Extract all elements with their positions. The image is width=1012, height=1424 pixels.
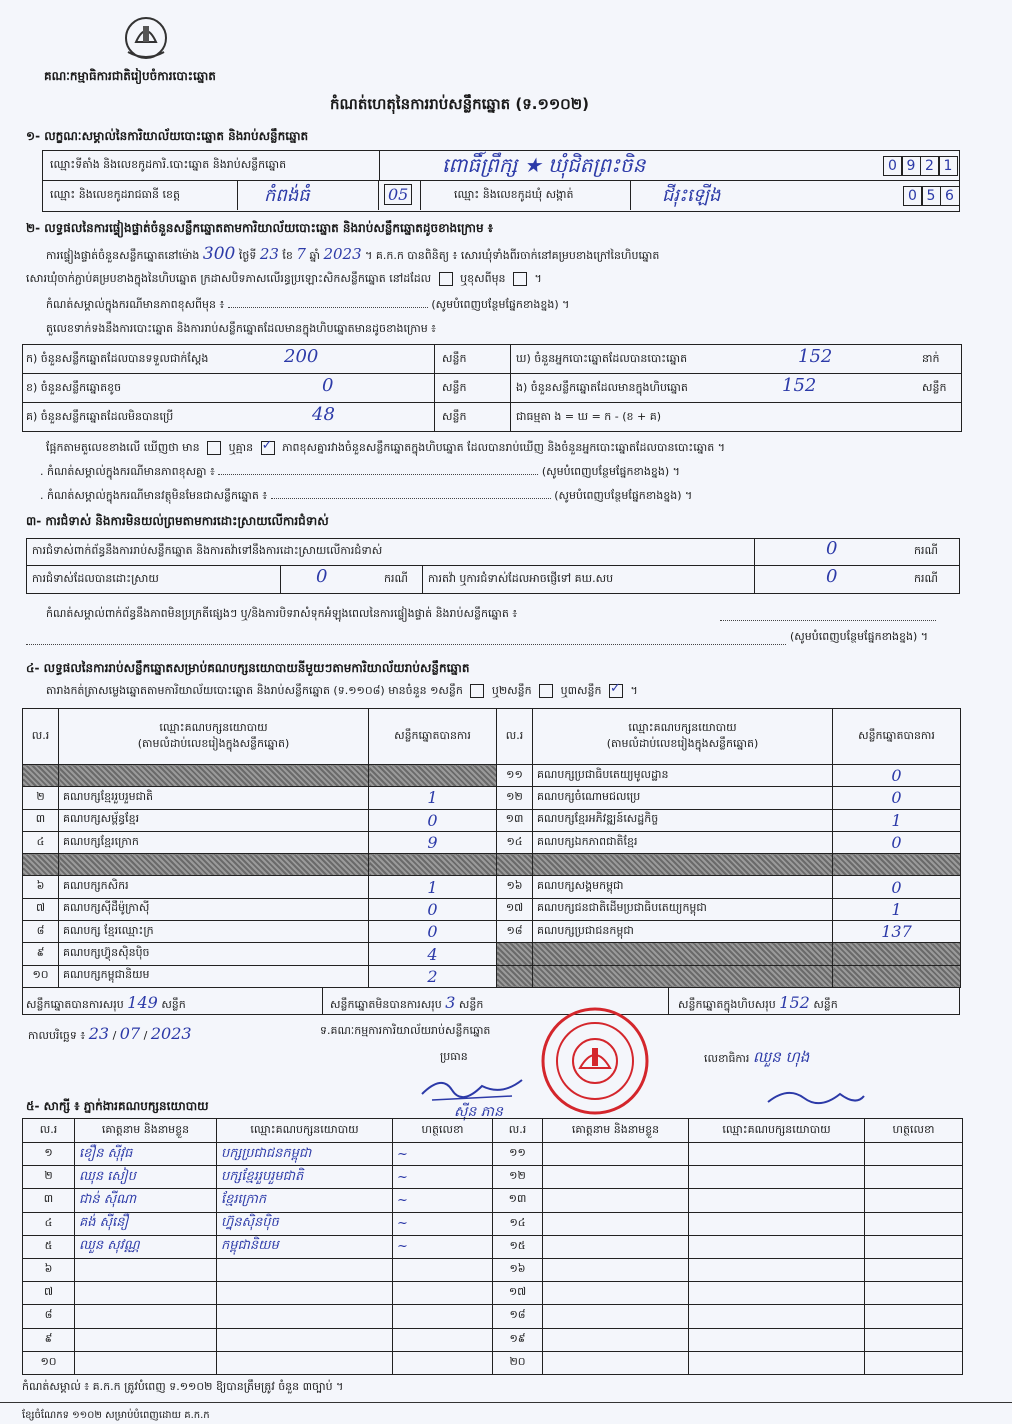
party-row	[23, 831, 961, 853]
party-votes: 1	[833, 809, 961, 831]
witness-signature	[393, 1282, 493, 1305]
party-votes: 1	[369, 787, 497, 809]
col-no-right: ល.រ	[497, 709, 533, 765]
two-sheet-label: ឬ២សន្លឹក	[491, 684, 532, 697]
party-votes: 9	[369, 831, 497, 853]
witness-party	[689, 1235, 865, 1258]
party-name: គណបក្សសម្ព័ន្ធខ្មែរ	[59, 809, 369, 831]
office-label: ឈ្មោះទីតាំង និងលេខកូដការិ.បោះឆ្នោត និងរាប់សន្លឹកឆ្នោត	[50, 158, 287, 171]
party-row	[23, 965, 961, 987]
voters-unit: នាក់	[922, 352, 940, 365]
date-month: 07	[119, 1024, 141, 1043]
party-votes	[369, 765, 497, 787]
witness-name: គង់ ស៊ីនឿ	[75, 1212, 217, 1235]
witness-row	[23, 1166, 963, 1189]
party-row	[23, 943, 961, 965]
section1-table	[42, 150, 960, 212]
party-no: ២	[23, 787, 59, 809]
irregularity-fill: (សូមបំពេញបន្ថែមផ្នែកខាងខ្នង) ។	[790, 630, 929, 643]
valid-label: សន្លឹកឆ្នោតបានការសរុប	[26, 998, 124, 1011]
party-no: ១៦	[497, 876, 533, 898]
witness-name	[543, 1143, 689, 1166]
witness-party: កម្ពុជានិយម	[217, 1235, 393, 1258]
total-unit: សន្លឹក	[813, 998, 838, 1011]
party-name: គណបក្ស ខ្មែរឈ្មោះក្រ	[59, 921, 369, 943]
witness-name: ឈួន សុវណ្ណ	[75, 1235, 217, 1258]
witness-col-party: ឈ្មោះគណបក្សនយោបាយ	[217, 1119, 393, 1143]
witness-row	[23, 1212, 963, 1235]
lock-line: សោរឃុំចាក់ភ្ជាប់គម្របខាងក្នុងនៃហិបឆ្នោត ក្រដាសបិទភាសលើរន្ធប្រឡោះសិកសន្លឹកឆ្នោត នៅដដែល ឬខុសពីមុន ។	[26, 272, 542, 285]
witness-col-no: ល.រ	[493, 1119, 543, 1143]
figures-table	[22, 344, 962, 432]
witness-party	[689, 1305, 865, 1328]
witness-row	[23, 1305, 963, 1328]
same-checkbox[interactable]	[439, 272, 453, 286]
section5-heading: ៥- សាក្សី ៖ ភ្នាក់ងារគណបក្សនយោបាយ	[26, 1099, 209, 1113]
invalid-label: សន្លឹកឆ្នោតមិនបានការសរុប	[330, 998, 442, 1011]
change-note-label: កំណត់សម្គាល់ក្នុងករណីមានភាពខុសពីមុន ៖	[46, 298, 225, 311]
witness-no: ១៩	[493, 1328, 543, 1351]
party-name: គណបក្សចំណោមជលប្រេ	[533, 787, 833, 809]
office-code	[884, 156, 958, 176]
in-box-label: ង) ចំនួនសន្លឹកឆ្នោតដែលមានក្នុងហិបឆ្នោត	[516, 381, 688, 394]
witness-party: បក្សប្រជាជនកម្ពុជា	[217, 1143, 393, 1166]
witness-name	[543, 1328, 689, 1351]
witness-no: ១៣	[493, 1189, 543, 1212]
witness-signature	[865, 1235, 963, 1258]
party-votes: 0	[369, 921, 497, 943]
unused-unit: សន្លឹក	[442, 410, 467, 423]
witness-signature	[865, 1143, 963, 1166]
sheet-count-line: តារាងកត់ត្រាសម្លេងឆ្នោតតាមការិយាល័យបោះឆ្នោត និងរាប់សន្លឹកឆ្នោត (ទ.១១០៨) មានចំនួន ១សន្លឹក ឬ២សន្លឹក ឬ៣សន្លឹក ✓ ។	[46, 684, 638, 700]
invalid-unit: សន្លឹក	[458, 998, 484, 1011]
witness-signature	[865, 1282, 963, 1305]
witness-col-sig: ហត្ថលេខា	[393, 1119, 493, 1143]
witness-table	[22, 1118, 963, 1375]
lock-text: សោរឃុំចាក់ភ្ជាប់គម្របខាងក្នុងនៃហិបឆ្នោត ក្រដាសបិទភាសលើរន្ធប្រឡោះសិកសន្លឹកឆ្នោត នៅដដែល	[26, 272, 432, 285]
witness-no: ១៨	[493, 1305, 543, 1328]
witness-no: ៥	[23, 1235, 75, 1258]
party-name	[59, 765, 369, 787]
witness-party	[217, 1258, 393, 1281]
date-day: 23	[88, 1024, 110, 1043]
witness-signature: ~	[393, 1143, 493, 1166]
witness-name	[543, 1258, 689, 1281]
col-party-title: ឈ្មោះគណបក្សនយោបាយ	[628, 720, 737, 734]
party-name: គណបក្សប្រជាជនកម្ពុជា	[533, 921, 833, 943]
witness-no: ១៥	[493, 1235, 543, 1258]
witness-name	[75, 1351, 217, 1374]
in-box-value: 152	[782, 375, 817, 396]
party-row	[23, 765, 961, 787]
party-row	[23, 898, 961, 920]
witness-row	[23, 1258, 963, 1281]
witness-party: បក្សខ្មែររួបរួមជាតិ	[217, 1166, 393, 1189]
party-votes	[833, 854, 961, 876]
witness-signature: ~	[393, 1212, 493, 1235]
date-line: កាលបរិច្ឆេទ ៖ 23 / 07 / 2023	[28, 1024, 192, 1043]
committee-name: គណៈកម្មាធិការជាតិរៀបចំការបោះឆ្នោត	[44, 69, 216, 83]
witness-signature	[865, 1189, 963, 1212]
damaged-unit: សន្លឹក	[442, 381, 467, 394]
witness-no: ១៦	[493, 1258, 543, 1281]
party-no: ១៣	[497, 809, 533, 831]
party-no: ១៧	[497, 898, 533, 920]
party-name: គណបក្សខ្មែរក្រោក	[59, 831, 369, 853]
party-row	[23, 876, 961, 898]
witness-no: ៩	[23, 1328, 75, 1351]
province-code: 05	[384, 184, 412, 205]
change-note-line	[46, 298, 569, 314]
col-no-left: ល.រ	[23, 709, 59, 765]
month-label: ខែ	[282, 249, 293, 262]
province-label: ឈ្មោះ និងលេខកូដរាជធានី ខេត្ត	[50, 188, 180, 201]
verification-time: 300	[202, 244, 236, 264]
irregularity-note: កំណត់សម្គាល់ពាក់ព័ន្ធនឹងភាពមិនប្រក្រតីផ្សេងៗ ឬ/និងការបិទរាសំទុកអំឡុងពេលនៃការផ្ទៀងផ្ទាត់ និងរាប់សន្លឹកឆ្នោត ៖	[46, 607, 518, 620]
objections-table	[26, 538, 960, 594]
col-votes-left: សន្លឹកឆ្នោតបានការ	[369, 709, 497, 765]
office-value: ពោធិ៍ព្រឹក្ស ★ ឃុំជិតព្រះចិន	[442, 153, 646, 177]
diff-option-label: ឬខុសពីមុន	[460, 272, 506, 285]
party-no: ៨	[23, 921, 59, 943]
verification-day: 23	[259, 245, 279, 263]
party-name: គណបក្សជនជាតិដើមប្រជាធិបតេយ្យកម្ពុជា	[533, 898, 833, 920]
invalid-value: 3	[445, 993, 456, 1012]
date-label: កាលបរិច្ឆេទ ៖	[28, 1029, 86, 1042]
party-name: គណបក្សសង្គមកម្ពុជា	[533, 876, 833, 898]
witness-party	[217, 1328, 393, 1351]
verification-text: ការផ្ទៀងផ្ទាត់ចំនួនសន្លឹកឆ្នោតនៅម៉ោង	[46, 249, 200, 262]
valid-value: 149	[127, 993, 158, 1012]
witness-name: ឈុន សៀប	[75, 1166, 217, 1189]
no-diff-checkbox[interactable]	[261, 441, 275, 455]
witness-name	[75, 1258, 217, 1281]
damaged-label: ខ) ចំនួនសន្លឹកឆ្នោតខូច	[26, 381, 122, 394]
party-name: គណបក្សស៊ីដឺម៉ូក្រាស៊ី	[59, 898, 369, 920]
resolved-value: 0	[316, 566, 328, 587]
party-votes	[833, 943, 961, 965]
witness-signature: ~	[393, 1166, 493, 1189]
party-no	[23, 854, 59, 876]
commune-label: ឈ្មោះ និងលេខកូដឃុំ សង្កាត់	[454, 188, 574, 201]
form-title: កំណត់ហេតុនៃការរាប់សន្លឹកឆ្នោត (ទ.១១០២)	[330, 95, 590, 113]
witness-name	[543, 1212, 689, 1235]
party-name: គណបក្សកសិករ	[59, 876, 369, 898]
col-party-sub: (តាមលំដាប់លេខរៀងក្នុងសន្លឹកឆ្នោត)	[137, 736, 290, 750]
verification-month: 7	[296, 245, 306, 263]
witness-no: ៤	[23, 1212, 75, 1235]
witness-signature	[865, 1328, 963, 1351]
formula-label: ជាធម្មតា ង = ឃ = ក - (ខ + គ)	[516, 410, 661, 423]
witness-no: ២	[23, 1166, 75, 1189]
witness-name	[75, 1328, 217, 1351]
witness-row	[23, 1351, 963, 1374]
received-value: 200	[284, 346, 319, 367]
resolved-unit: ករណី	[384, 572, 408, 585]
diff-note-label: . កំណត់សម្គាល់ក្នុងករណីមានភាពខុសគ្នា ៖	[40, 465, 215, 478]
commune-value: ជីរុះឡើង	[662, 185, 721, 206]
national-emblem-icon	[118, 12, 174, 64]
chair-name: ស៊ីន ភាន	[454, 1104, 503, 1120]
footer-bottom: ខ្សែចំណែកទ ១១០២ សម្រាប់បំពេញដោយ គ.ក.ក	[22, 1410, 210, 1421]
office-code-digit: 1	[938, 156, 958, 176]
witness-row	[23, 1143, 963, 1166]
witness-signature	[393, 1351, 493, 1374]
party-no	[497, 943, 533, 965]
year-label: ឆ្នាំ	[309, 249, 320, 262]
office-code-digit: 0	[883, 156, 903, 176]
col-party-right	[533, 709, 833, 765]
witness-no: ៣	[23, 1189, 75, 1212]
total-value: 152	[779, 993, 810, 1012]
section2-heading: ២- លទ្ធផលនៃការផ្ទៀងផ្ទាត់ចំនួនសន្លឹកឆ្នោតតាមការិយាល័យបោះឆ្នោត និងរាប់សន្លឹកឆ្នោតដូចខាងក្រោម ៖	[26, 221, 494, 235]
voters-value: 152	[798, 346, 833, 367]
party-votes	[369, 854, 497, 876]
witness-party	[217, 1282, 393, 1305]
witness-name	[543, 1235, 689, 1258]
section3-heading: ៣- ការជំទាស់ និងការមិនយល់ព្រមតាមការដោះស្រាយលើការជំទាស់	[26, 514, 329, 528]
chair-label: ប្រធាន	[440, 1050, 468, 1063]
compare-line	[46, 441, 725, 457]
witness-signature: ~	[393, 1189, 493, 1212]
witness-name	[543, 1189, 689, 1212]
party-votes: 0	[833, 765, 961, 787]
commune-code	[904, 186, 960, 206]
witness-no: ១៤	[493, 1212, 543, 1235]
party-name	[533, 965, 833, 987]
one-sheet-checkbox[interactable]	[470, 684, 484, 698]
verification-text-end: ។ គ.ក.ក បានពិនិត្យ ៖ សោរឃុំទាំងពីរចាក់នៅគម្របខាងក្រៅនៃហិបឆ្នោត	[365, 249, 660, 262]
forwarded-label: ការតវ៉ា ឬការជំទាស់ដែលអាចផ្ញើទៅ គឃ.សប	[428, 572, 614, 585]
party-no: ៩	[23, 943, 59, 965]
commune-code-digit: 0	[903, 186, 923, 206]
witness-party: ខ្មែរក្រោក	[217, 1189, 393, 1212]
party-row	[23, 809, 961, 831]
valid-unit: សន្លឹក	[161, 998, 186, 1011]
witness-party	[689, 1328, 865, 1351]
has-diff-checkbox[interactable]	[207, 441, 221, 455]
other-note-fill: (សូមបំពេញបន្ថែមផ្នែកខាងខ្នង) ។	[554, 489, 693, 502]
party-no: ១៨	[497, 921, 533, 943]
party-no: ១១	[497, 765, 533, 787]
party-name: គណបក្សឯកភាពជាតិខ្មែរ	[533, 831, 833, 853]
party-name: គណបក្សខ្មែរអភិវឌ្ឍន៍សេដ្ឋកិច្ច	[533, 809, 833, 831]
col-votes-right: សន្លឹកឆ្នោតបានការ	[833, 709, 961, 765]
three-sheet-label: ឬ៣សន្លឹក	[560, 684, 602, 697]
party-votes: 1	[369, 876, 497, 898]
party-no: ៧	[23, 898, 59, 920]
witness-name	[543, 1351, 689, 1374]
witness-party	[689, 1351, 865, 1374]
witness-no: ៦	[23, 1258, 75, 1281]
resolved-label: ការជំទាស់ដែលបានដោះស្រាយ	[32, 572, 159, 585]
witness-party	[217, 1351, 393, 1374]
witness-no: ១១	[493, 1143, 543, 1166]
witness-no: ៨	[23, 1305, 75, 1328]
secretary-name: ឈួន ហុង	[752, 1048, 810, 1066]
in-box-unit: សន្លឹក	[922, 381, 947, 394]
witness-signature	[865, 1351, 963, 1374]
witness-signature: ~	[393, 1235, 493, 1258]
witness-party	[689, 1189, 865, 1212]
footer-note: កំណត់សម្គាល់ ៖ គ.ក.ក ត្រូវបំពេញ ទ.១១០២ ឱ្យបានត្រឹមត្រូវ ចំនួន ៣ច្បាប់ ។	[22, 1380, 344, 1393]
party-no	[497, 854, 533, 876]
witness-party: ហ្វ៊ុនស៊ិនប៉ិច	[217, 1212, 393, 1235]
other-note-line	[40, 489, 692, 505]
date-year: 2023	[150, 1024, 192, 1043]
party-no: ៣	[23, 809, 59, 831]
witness-no: ២០	[493, 1351, 543, 1374]
party-name: គណបក្សប្រជាធិបតេយ្យមូលដ្ឋាន	[533, 765, 833, 787]
day-label: ថ្ងៃទី	[238, 249, 257, 262]
witness-signature	[865, 1212, 963, 1235]
forwarded-unit: ករណី	[914, 572, 938, 585]
witness-no: ៧	[23, 1282, 75, 1305]
party-name: គណបក្សខ្មែររួបរួមជាតិ	[59, 787, 369, 809]
witness-name: ខឿន ស៊ីវុធ	[75, 1143, 217, 1166]
witness-name	[543, 1305, 689, 1328]
other-note-label: . កំណត់សម្គាល់ក្នុងករណីមានវត្ថុមិនមែនជាសន្លឹកឆ្នោត ៖	[40, 489, 268, 502]
chair-signature	[412, 1066, 532, 1106]
objection-value: 0	[826, 538, 838, 559]
diff-checkbox[interactable]	[513, 272, 527, 286]
witness-row	[23, 1282, 963, 1305]
diff-note-fill: (សូមបំពេញបន្ថែមផ្នែកខាងខ្នង) ។	[541, 465, 680, 478]
witness-party	[689, 1212, 865, 1235]
witness-row	[23, 1328, 963, 1351]
office-code-digit: 9	[901, 156, 921, 176]
party-name	[533, 943, 833, 965]
unused-label: គ) ចំនួនសន្លឹកឆ្នោតដែលមិនបានប្រើ	[26, 410, 174, 423]
party-votes	[833, 965, 961, 987]
unused-value: 48	[312, 404, 335, 425]
secretary-label: លេខាធិការ	[704, 1052, 750, 1065]
party-name: គណបក្សហ៊្វុនស៊ិនប៉ិច	[59, 943, 369, 965]
witness-col-no: ល.រ	[23, 1119, 75, 1143]
witness-col-party: ឈ្មោះគណបក្សនយោបាយ	[689, 1119, 865, 1143]
compare-none-label: ឬគ្មាន	[228, 441, 254, 454]
witness-col-sig: ហត្ថលេខា	[865, 1119, 963, 1143]
section1-heading: ១- លក្ខណៈសម្គាល់នៃការិយាល័យបោះឆ្នោត និងរាប់សន្លឹកឆ្នោត	[26, 129, 309, 143]
sheet-count-text: តារាងកត់ត្រាសម្លេងឆ្នោតតាមការិយាល័យបោះឆ្នោត និងរាប់សន្លឹកឆ្នោត (ទ.១១០៨) មានចំនួន ១សន្លឹក	[46, 684, 463, 697]
diff-note-line	[40, 465, 680, 481]
forwarded-value: 0	[826, 566, 838, 587]
party-row	[23, 787, 961, 809]
committee-sign-label: ទ.គណៈកម្មការការិយាល័យរាប់សន្លឹកឆ្នោត	[320, 1024, 491, 1037]
witness-name: ជាន់ ស៊ីណា	[75, 1189, 217, 1212]
witness-col-name: គោត្តនាម និងនាមខ្លួន	[543, 1119, 689, 1143]
witness-signature	[393, 1305, 493, 1328]
party-row	[23, 854, 961, 876]
secretary-signature	[760, 1076, 870, 1116]
office-code-digit: 2	[920, 156, 940, 176]
secretary-line	[704, 1048, 809, 1070]
three-sheet-checkbox[interactable]	[609, 684, 623, 698]
witness-party	[689, 1166, 865, 1189]
figures-intro: តួលេខទាក់ទងនឹងការបោះឆ្នោត និងការរាប់សន្លឹកឆ្នោតដែលមានក្នុងហិបឆ្នោតមានដូចខាងក្រោម ៖	[46, 322, 437, 335]
witness-row	[23, 1235, 963, 1258]
witness-no: ១២	[493, 1166, 543, 1189]
witness-party	[689, 1282, 865, 1305]
witness-name	[543, 1282, 689, 1305]
party-votes: 2	[369, 965, 497, 987]
party-name	[533, 854, 833, 876]
voters-label: ឃ) ចំនួនអ្នកបោះឆ្នោតដែលបានបោះឆ្នោត	[516, 352, 688, 365]
witness-no: ១	[23, 1143, 75, 1166]
verification-year: 2023	[323, 245, 362, 263]
two-sheet-checkbox[interactable]	[539, 684, 553, 698]
party-name	[59, 854, 369, 876]
witness-signature	[865, 1305, 963, 1328]
party-votes: 0	[369, 898, 497, 920]
witness-signature	[393, 1258, 493, 1281]
witness-party	[689, 1258, 865, 1281]
objection-label: ការជំទាស់ពាក់ព័ន្ធនឹងការរាប់សន្លឹកឆ្នោត និងការតវ៉ាទៅនឹងការដោះស្រាយលើការជំទាស់	[32, 544, 383, 557]
party-votes: 1	[833, 898, 961, 920]
witness-name	[543, 1166, 689, 1189]
col-party-title: ឈ្មោះគណបក្សនយោបាយ	[159, 720, 268, 734]
witness-row	[23, 1189, 963, 1212]
party-results-table	[22, 708, 961, 988]
witness-party	[689, 1143, 865, 1166]
commune-code-digit: 6	[940, 186, 960, 206]
witness-party	[217, 1305, 393, 1328]
witness-signature	[393, 1328, 493, 1351]
col-party-sub: (តាមលំដាប់លេខរៀងក្នុងសន្លឹកឆ្នោត)	[606, 736, 759, 750]
party-no: ៦	[23, 876, 59, 898]
party-no: ១២	[497, 787, 533, 809]
commune-code-digit: 5	[921, 186, 941, 206]
objection-unit: ករណី	[914, 544, 938, 557]
witness-no: ១៧	[493, 1282, 543, 1305]
compare-text: ភាពខុសគ្នារវាងចំនួនសន្លឹកឆ្នោតក្នុងហិបឆ្នោត ដែលបានរាប់ឃើញ និងចំនួនអ្នកបោះឆ្នោតដែលបានបោះឆ្នោត ។	[282, 441, 725, 454]
witness-name	[75, 1305, 217, 1328]
party-no: ១០	[23, 965, 59, 987]
witness-col-name: គោត្តនាម និងនាមខ្លួន	[75, 1119, 217, 1143]
party-row	[23, 921, 961, 943]
section4-heading: ៤- លទ្ធផលនៃការរាប់សន្លឹកឆ្នោតសម្រាប់គណបក្សនយោបាយនីមួយៗតាមការិយាល័យរាប់សន្លឹកឆ្នោត	[26, 661, 470, 675]
compare-has-label: ផ្អែកតាមតួលេខខាងលើ ឃើញថា មាន	[46, 441, 200, 454]
change-note-fill: (សូមបំពេញបន្ថែមផ្នែកខាងខ្នង) ។	[431, 298, 570, 311]
received-label: ក) ចំនួនសន្លឹកឆ្នោតដែលបានទទួលជាក់ស្ដែង	[26, 352, 209, 365]
party-votes: 4	[369, 943, 497, 965]
party-votes: 0	[833, 876, 961, 898]
party-no	[23, 765, 59, 787]
party-votes: 137	[833, 921, 961, 943]
party-votes: 0	[833, 831, 961, 853]
witness-signature	[865, 1166, 963, 1189]
totals-row	[22, 987, 960, 1015]
province-value: កំពង់ធំ	[264, 185, 310, 206]
damaged-value: 0	[322, 375, 334, 396]
witness-no: ១០	[23, 1351, 75, 1374]
party-no	[497, 965, 533, 987]
col-party-left	[59, 709, 369, 765]
party-no: ១៤	[497, 831, 533, 853]
party-votes: 0	[369, 809, 497, 831]
party-votes: 0	[833, 787, 961, 809]
party-no: ៤	[23, 831, 59, 853]
received-unit: សន្លឹក	[442, 352, 467, 365]
verification-line	[46, 244, 946, 265]
party-name: គណបក្សកម្ពុជានិយម	[59, 965, 369, 987]
total-label: សន្លឹកឆ្នោតក្នុងហិបសរុប	[678, 998, 776, 1011]
official-seal-icon	[540, 1006, 650, 1116]
witness-name	[75, 1282, 217, 1305]
witness-signature	[865, 1258, 963, 1281]
